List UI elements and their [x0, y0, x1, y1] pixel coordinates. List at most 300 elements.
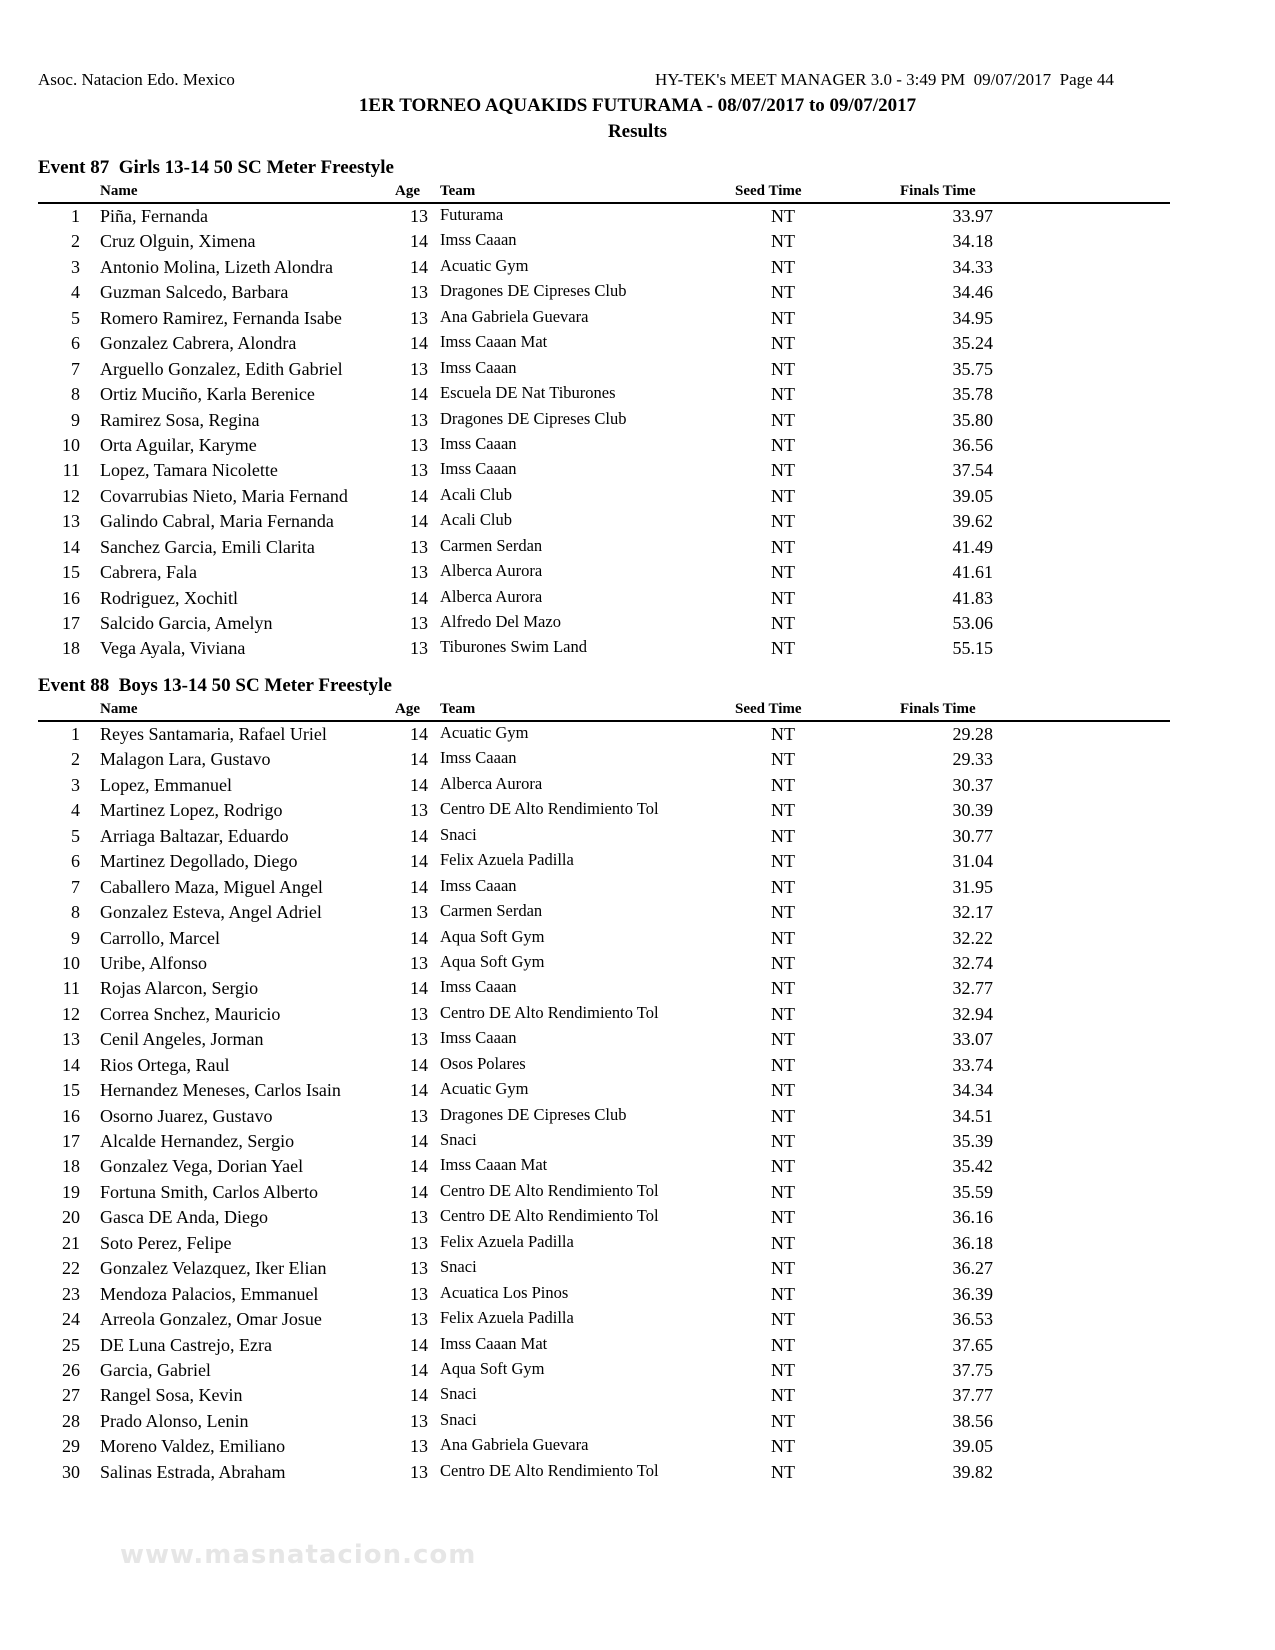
- finals-time-cell: 32.22: [952, 927, 993, 948]
- place-cell: 6: [71, 333, 80, 354]
- seed-time-cell: NT: [771, 1385, 795, 1406]
- seed-time-cell: NT: [771, 587, 795, 608]
- age-cell: 13: [410, 358, 428, 379]
- swimmer-name-cell: Salinas Estrada, Abraham: [100, 1461, 286, 1482]
- place-cell: 4: [71, 800, 80, 821]
- seed-time-cell: NT: [771, 638, 795, 659]
- result-row: [38, 824, 1170, 849]
- finals-time-cell: 36.18: [952, 1232, 993, 1253]
- organization-name: Asoc. Natacion Edo. Mexico: [38, 70, 235, 89]
- swimmer-name-cell: Prado Alonso, Lenin: [100, 1410, 249, 1431]
- column-header-age: Age: [395, 701, 420, 717]
- swimmer-name-cell: Galindo Cabral, Maria Fernanda: [100, 511, 334, 532]
- age-cell: 14: [410, 1156, 428, 1177]
- age-cell: 14: [410, 256, 428, 277]
- team-cell: Aqua Soft Gym: [440, 951, 545, 971]
- place-cell: 14: [62, 1054, 80, 1075]
- seed-time-cell: NT: [771, 1131, 795, 1151]
- result-row: [38, 484, 1170, 509]
- seed-time-cell: NT: [771, 206, 795, 226]
- seed-time-cell: NT: [771, 1054, 795, 1075]
- age-cell: 13: [410, 1258, 428, 1279]
- team-cell: Acuatica Los Pinos: [440, 1282, 569, 1302]
- seed-time-cell: NT: [771, 774, 795, 795]
- seed-time-cell: NT: [771, 1003, 795, 1024]
- place-cell: 4: [71, 282, 80, 303]
- result-row: [38, 1282, 1170, 1307]
- swimmer-name-cell: Gasca DE Anda, Diego: [100, 1207, 268, 1228]
- place-cell: 13: [62, 1029, 80, 1050]
- finals-time-cell: 38.56: [952, 1410, 993, 1431]
- team-cell: Imss Caaan Mat: [440, 332, 548, 352]
- age-cell: 14: [410, 384, 428, 405]
- finals-time-cell: 39.05: [952, 485, 993, 506]
- seed-time-cell: NT: [771, 800, 795, 821]
- age-cell: 13: [410, 902, 428, 923]
- seed-time-cell: NT: [771, 384, 795, 405]
- team-cell: Aqua Soft Gym: [440, 926, 545, 946]
- result-row: [38, 229, 1170, 254]
- swimmer-name-cell: Martinez Degollado, Diego: [100, 851, 298, 872]
- column-header-row: [38, 700, 1170, 722]
- age-cell: 14: [410, 825, 428, 846]
- place-cell: 5: [71, 825, 80, 846]
- result-row: [38, 1078, 1170, 1103]
- age-cell: 13: [410, 1232, 428, 1253]
- swimmer-name-cell: Antonio Molina, Lizeth Alondra: [100, 256, 333, 277]
- seed-time-cell: NT: [771, 485, 795, 506]
- team-cell: Snaci: [440, 1384, 477, 1404]
- place-cell: 3: [71, 774, 80, 795]
- team-cell: Acali Club: [440, 484, 512, 504]
- swimmer-name-cell: Cruz Olguin, Ximena: [100, 231, 256, 252]
- seed-time-cell: NT: [771, 256, 795, 277]
- result-row: [38, 306, 1170, 331]
- age-cell: 13: [410, 1207, 428, 1228]
- finals-time-cell: 33.74: [952, 1054, 993, 1075]
- place-cell: 26: [62, 1359, 80, 1380]
- column-header-row: [38, 182, 1170, 204]
- meet-title: 1ER TORNEO AQUAKIDS FUTURAMA - 08/07/2017 to 09/07/2017: [358, 95, 917, 116]
- place-cell: 21: [62, 1232, 80, 1253]
- team-cell: Imss Caaan: [440, 433, 517, 453]
- place-cell: 3: [71, 256, 80, 277]
- place-cell: 1: [71, 724, 80, 744]
- age-cell: 13: [410, 1461, 428, 1482]
- place-cell: 28: [62, 1410, 80, 1431]
- seed-time-cell: NT: [771, 1258, 795, 1279]
- team-cell: Osos Polares: [440, 1053, 526, 1073]
- result-row: [38, 586, 1170, 611]
- team-cell: Felix Azuela Padilla: [440, 1231, 574, 1251]
- column-header-seed-time: Seed Time: [735, 701, 802, 717]
- age-cell: 13: [410, 1105, 428, 1126]
- seed-time-cell: NT: [771, 749, 795, 770]
- team-cell: Tiburones Swim Land: [440, 637, 587, 657]
- finals-time-cell: 37.75: [952, 1359, 993, 1380]
- age-cell: 13: [410, 460, 428, 481]
- swimmer-name-cell: Piña, Fernanda: [100, 206, 208, 226]
- swimmer-name-cell: Rangel Sosa, Kevin: [100, 1385, 243, 1406]
- seed-time-cell: NT: [771, 1232, 795, 1253]
- result-row: [38, 1180, 1170, 1205]
- team-cell: Snaci: [440, 824, 477, 844]
- result-row: [38, 849, 1170, 874]
- place-cell: 10: [62, 434, 80, 455]
- finals-time-cell: 32.94: [952, 1003, 993, 1024]
- age-cell: 13: [410, 1309, 428, 1330]
- team-cell: Imss Caaan Mat: [440, 1333, 548, 1353]
- column-header-finals-time: Finals Time: [900, 701, 976, 717]
- finals-time-cell: 53.06: [952, 613, 993, 633]
- swimmer-name-cell: Uribe, Alfonso: [100, 952, 207, 973]
- team-cell: Ana Gabriela Guevara: [440, 1435, 589, 1455]
- place-cell: 2: [71, 749, 80, 770]
- place-cell: 6: [71, 851, 80, 872]
- team-cell: Alfredo Del Mazo: [440, 612, 561, 631]
- seed-time-cell: NT: [771, 978, 795, 999]
- finals-time-cell: 55.15: [952, 638, 993, 659]
- swimmer-name-cell: Arriaga Baltazar, Eduardo: [100, 825, 289, 846]
- page-subtitle: Results: [607, 121, 668, 142]
- age-cell: 14: [410, 511, 428, 532]
- result-row: [38, 433, 1170, 458]
- place-cell: 12: [62, 1003, 80, 1024]
- place-cell: 10: [62, 952, 80, 973]
- finals-time-cell: 39.62: [952, 511, 993, 532]
- age-cell: 13: [410, 1410, 428, 1431]
- result-row: [38, 1460, 1170, 1485]
- result-row: [38, 951, 1170, 976]
- age-cell: 14: [410, 978, 428, 999]
- team-cell: Imss Caaan: [440, 357, 517, 377]
- seed-time-cell: NT: [771, 333, 795, 354]
- result-row: [38, 458, 1170, 483]
- team-cell: Imss Caaan: [440, 230, 517, 250]
- age-cell: 13: [410, 409, 428, 430]
- swimmer-name-cell: Arreola Gonzalez, Omar Josue: [100, 1309, 322, 1330]
- team-cell: Centro DE Alto Rendimiento Tol: [440, 1002, 659, 1022]
- age-cell: 14: [410, 724, 428, 744]
- seed-time-cell: NT: [771, 1359, 795, 1380]
- swimmer-name-cell: Moreno Valdez, Emiliano: [100, 1436, 286, 1457]
- swimmer-name-cell: Garcia, Gabriel: [100, 1359, 211, 1380]
- result-row: [38, 926, 1170, 951]
- finals-time-cell: 33.97: [952, 206, 993, 226]
- place-cell: 30: [62, 1461, 80, 1482]
- team-cell: Imss Caaan Mat: [440, 1155, 548, 1175]
- swimmer-name-cell: Caballero Maza, Miguel Angel: [100, 876, 323, 897]
- event-title: Event 87 Girls 13-14 50 SC Meter Freestyle: [38, 157, 394, 178]
- age-cell: 14: [410, 1181, 428, 1202]
- place-cell: 22: [62, 1258, 80, 1279]
- result-row: [38, 1205, 1170, 1230]
- place-cell: 9: [71, 927, 80, 948]
- finals-time-cell: 35.80: [952, 409, 993, 430]
- age-cell: 14: [410, 851, 428, 872]
- swimmer-name-cell: Lopez, Tamara Nicolette: [100, 460, 278, 481]
- swimmer-name-cell: Rojas Alarcon, Sergio: [100, 978, 259, 999]
- seed-time-cell: NT: [771, 562, 795, 583]
- seed-time-cell: NT: [771, 536, 795, 557]
- team-cell: Imss Caaan: [440, 977, 517, 997]
- swimmer-name-cell: Reyes Santamaria, Rafael Uriel: [100, 724, 327, 744]
- swimmer-name-cell: Lopez, Emmanuel: [100, 774, 232, 795]
- finals-time-cell: 34.33: [952, 256, 993, 277]
- finals-time-cell: 37.54: [952, 460, 993, 481]
- result-row: [38, 1231, 1170, 1256]
- column-header-seed-time: Seed Time: [735, 183, 802, 199]
- place-cell: 25: [62, 1334, 80, 1355]
- team-cell: Snaci: [440, 1130, 477, 1149]
- seed-time-cell: NT: [771, 927, 795, 948]
- finals-time-cell: 34.46: [952, 282, 993, 303]
- swimmer-name-cell: Carrollo, Marcel: [100, 927, 220, 948]
- swimmer-name-cell: Gonzalez Velazquez, Iker Elian: [100, 1258, 327, 1279]
- column-header-finals-time: Finals Time: [900, 183, 976, 199]
- place-cell: 15: [62, 1080, 80, 1101]
- finals-time-cell: 30.37: [952, 774, 993, 795]
- seed-time-cell: NT: [771, 952, 795, 973]
- swimmer-name-cell: Guzman Salcedo, Barbara: [100, 282, 289, 303]
- age-cell: 13: [410, 1436, 428, 1457]
- place-cell: 24: [62, 1309, 80, 1330]
- result-row: [38, 255, 1170, 280]
- result-row: [38, 773, 1170, 798]
- age-cell: 14: [410, 231, 428, 252]
- age-cell: 14: [410, 927, 428, 948]
- finals-time-cell: 34.18: [952, 231, 993, 252]
- seed-time-cell: NT: [771, 1283, 795, 1304]
- results-list: [38, 722, 1170, 1485]
- place-cell: 16: [62, 1105, 80, 1126]
- place-cell: 11: [62, 460, 80, 481]
- result-row: [38, 611, 1170, 636]
- result-row: [38, 900, 1170, 925]
- team-cell: Felix Azuela Padilla: [440, 850, 574, 870]
- seed-time-cell: NT: [771, 1461, 795, 1482]
- place-cell: 18: [62, 1156, 80, 1177]
- age-cell: 13: [410, 562, 428, 583]
- result-row: [38, 1383, 1170, 1408]
- finals-time-cell: 31.95: [952, 876, 993, 897]
- swimmer-name-cell: Covarrubias Nieto, Maria Fernand: [100, 485, 348, 506]
- seed-time-cell: NT: [771, 1105, 795, 1126]
- age-cell: 13: [410, 1003, 428, 1024]
- finals-time-cell: 32.74: [952, 952, 993, 973]
- seed-time-cell: NT: [771, 460, 795, 481]
- age-cell: 14: [410, 1080, 428, 1101]
- result-row: [38, 280, 1170, 305]
- seed-time-cell: NT: [771, 1181, 795, 1202]
- result-row: [38, 408, 1170, 433]
- age-cell: 14: [410, 1131, 428, 1151]
- result-row: [38, 560, 1170, 585]
- result-row: [38, 1002, 1170, 1027]
- finals-time-cell: 32.77: [952, 978, 993, 999]
- swimmer-name-cell: Ortiz Muciño, Karla Berenice: [100, 384, 315, 405]
- software-info: HY-TEK's MEET MANAGER 3.0 - 3:49 PM 09/07/2017 Page 44: [655, 70, 1114, 89]
- finals-time-cell: 41.61: [952, 562, 993, 583]
- results-list: [38, 204, 1170, 662]
- age-cell: 13: [410, 536, 428, 557]
- event-title: Event 88 Boys 13-14 50 SC Meter Freestyle: [38, 675, 392, 696]
- team-cell: Dragones DE Cipreses Club: [440, 1104, 627, 1124]
- age-cell: 13: [410, 800, 428, 821]
- seed-time-cell: NT: [771, 434, 795, 455]
- result-row: [38, 798, 1170, 823]
- swimmer-name-cell: Sanchez Garcia, Emili Clarita: [100, 536, 315, 557]
- swimmer-name-cell: Gonzalez Vega, Dorian Yael: [100, 1156, 304, 1177]
- age-cell: 13: [410, 282, 428, 303]
- team-cell: Alberca Aurora: [440, 561, 543, 581]
- result-row: [38, 1409, 1170, 1434]
- age-cell: 13: [410, 952, 428, 973]
- age-cell: 13: [410, 206, 428, 226]
- result-row: [38, 636, 1170, 661]
- swimmer-name-cell: Ramirez Sosa, Regina: [100, 409, 260, 430]
- place-cell: 12: [62, 485, 80, 506]
- age-cell: 13: [410, 1283, 428, 1304]
- team-cell: Imss Caaan: [440, 748, 517, 768]
- swimmer-name-cell: Orta Aguilar, Karyme: [100, 434, 257, 455]
- swimmer-name-cell: Gonzalez Cabrera, Alondra: [100, 333, 297, 354]
- team-cell: Centro DE Alto Rendimiento Tol: [440, 1460, 659, 1480]
- swimmer-name-cell: Malagon Lara, Gustavo: [100, 749, 271, 770]
- result-row: [38, 1053, 1170, 1078]
- result-row: [38, 509, 1170, 534]
- finals-time-cell: 32.17: [952, 902, 993, 923]
- place-cell: 9: [71, 409, 80, 430]
- age-cell: 13: [410, 307, 428, 328]
- swimmer-name-cell: Vega Ayala, Viviana: [100, 638, 246, 659]
- finals-time-cell: 41.49: [952, 536, 993, 557]
- finals-time-cell: 34.51: [952, 1105, 993, 1126]
- seed-time-cell: NT: [771, 358, 795, 379]
- place-cell: 19: [62, 1181, 80, 1202]
- place-cell: 27: [62, 1385, 80, 1406]
- place-cell: 1: [71, 206, 80, 226]
- age-cell: 14: [410, 587, 428, 608]
- team-cell: Imss Caaan: [440, 459, 517, 479]
- finals-time-cell: 36.56: [952, 434, 993, 455]
- swimmer-name-cell: Martinez Lopez, Rodrigo: [100, 800, 283, 821]
- finals-time-cell: 36.16: [952, 1207, 993, 1228]
- team-cell: Ana Gabriela Guevara: [440, 306, 589, 326]
- place-cell: 11: [62, 978, 80, 999]
- swimmer-name-cell: DE Luna Castrejo, Ezra: [100, 1334, 272, 1355]
- finals-time-cell: 29.33: [952, 749, 993, 770]
- place-cell: 15: [62, 562, 80, 583]
- place-cell: 16: [62, 587, 80, 608]
- seed-time-cell: NT: [771, 1436, 795, 1457]
- team-cell: Carmen Serdan: [440, 901, 543, 921]
- result-row: [38, 1333, 1170, 1358]
- result-row: [38, 331, 1170, 356]
- team-cell: Acuatic Gym: [440, 255, 529, 275]
- result-row: [38, 875, 1170, 900]
- place-cell: 29: [62, 1436, 80, 1457]
- age-cell: 13: [410, 434, 428, 455]
- seed-time-cell: NT: [771, 1029, 795, 1050]
- team-cell: Dragones DE Cipreses Club: [440, 281, 627, 301]
- column-header-name: Name: [100, 701, 138, 717]
- age-cell: 14: [410, 1334, 428, 1355]
- team-cell: Imss Caaan: [440, 875, 517, 895]
- place-cell: 7: [71, 876, 80, 897]
- result-row: [38, 1104, 1170, 1129]
- finals-time-cell: 30.77: [952, 825, 993, 846]
- team-cell: Centro DE Alto Rendimiento Tol: [440, 799, 659, 819]
- finals-time-cell: 35.75: [952, 358, 993, 379]
- place-cell: 17: [62, 613, 80, 633]
- finals-time-cell: 35.59: [952, 1181, 993, 1202]
- column-header-name: Name: [100, 183, 138, 199]
- watermark: www.masnatacion.com: [120, 1540, 477, 1570]
- seed-time-cell: NT: [771, 876, 795, 897]
- swimmer-name-cell: Correa Snchez, Mauricio: [100, 1003, 281, 1024]
- team-cell: Snaci: [440, 1257, 477, 1277]
- finals-time-cell: 39.05: [952, 1436, 993, 1457]
- result-row: [38, 1027, 1170, 1052]
- age-cell: 14: [410, 485, 428, 506]
- age-cell: 14: [410, 749, 428, 770]
- place-cell: 8: [71, 384, 80, 405]
- seed-time-cell: NT: [771, 902, 795, 923]
- place-cell: 5: [71, 307, 80, 328]
- finals-time-cell: 31.04: [952, 851, 993, 872]
- result-row: [38, 204, 1170, 229]
- team-cell: Snaci: [440, 1409, 477, 1429]
- finals-time-cell: 29.28: [952, 724, 993, 744]
- place-cell: 18: [62, 638, 80, 659]
- swimmer-name-cell: Rodriguez, Xochitl: [100, 587, 238, 608]
- team-cell: Imss Caaan: [440, 1028, 517, 1048]
- age-cell: 13: [410, 1029, 428, 1050]
- finals-time-cell: 41.83: [952, 587, 993, 608]
- team-cell: Acuatic Gym: [440, 723, 529, 742]
- finals-time-cell: 33.07: [952, 1029, 993, 1050]
- swimmer-name-cell: Romero Ramirez, Fernanda Isabe: [100, 307, 342, 328]
- finals-time-cell: 34.34: [952, 1080, 993, 1101]
- swimmer-name-cell: Soto Perez, Felipe: [100, 1232, 232, 1253]
- result-row: [38, 747, 1170, 772]
- column-header-team: Team: [440, 183, 476, 199]
- finals-time-cell: 37.65: [952, 1334, 993, 1355]
- swimmer-name-cell: Salcido Garcia, Amelyn: [100, 613, 273, 633]
- result-row: [38, 1307, 1170, 1332]
- place-cell: 7: [71, 358, 80, 379]
- swimmer-name-cell: Cenil Angeles, Jorman: [100, 1029, 264, 1050]
- swimmer-name-cell: Cabrera, Fala: [100, 562, 197, 583]
- age-cell: 14: [410, 774, 428, 795]
- seed-time-cell: NT: [771, 1207, 795, 1228]
- result-row: [38, 357, 1170, 382]
- place-cell: 20: [62, 1207, 80, 1228]
- team-cell: Futurama: [440, 205, 504, 224]
- result-row: [38, 1256, 1170, 1281]
- seed-time-cell: NT: [771, 1080, 795, 1101]
- seed-time-cell: NT: [771, 1410, 795, 1431]
- seed-time-cell: NT: [771, 825, 795, 846]
- finals-time-cell: 34.95: [952, 307, 993, 328]
- place-cell: 14: [62, 536, 80, 557]
- team-cell: Carmen Serdan: [440, 535, 543, 555]
- team-cell: Alberca Aurora: [440, 586, 543, 606]
- team-cell: Escuela DE Nat Tiburones: [440, 383, 616, 403]
- finals-time-cell: 35.42: [952, 1156, 993, 1177]
- place-cell: 23: [62, 1283, 80, 1304]
